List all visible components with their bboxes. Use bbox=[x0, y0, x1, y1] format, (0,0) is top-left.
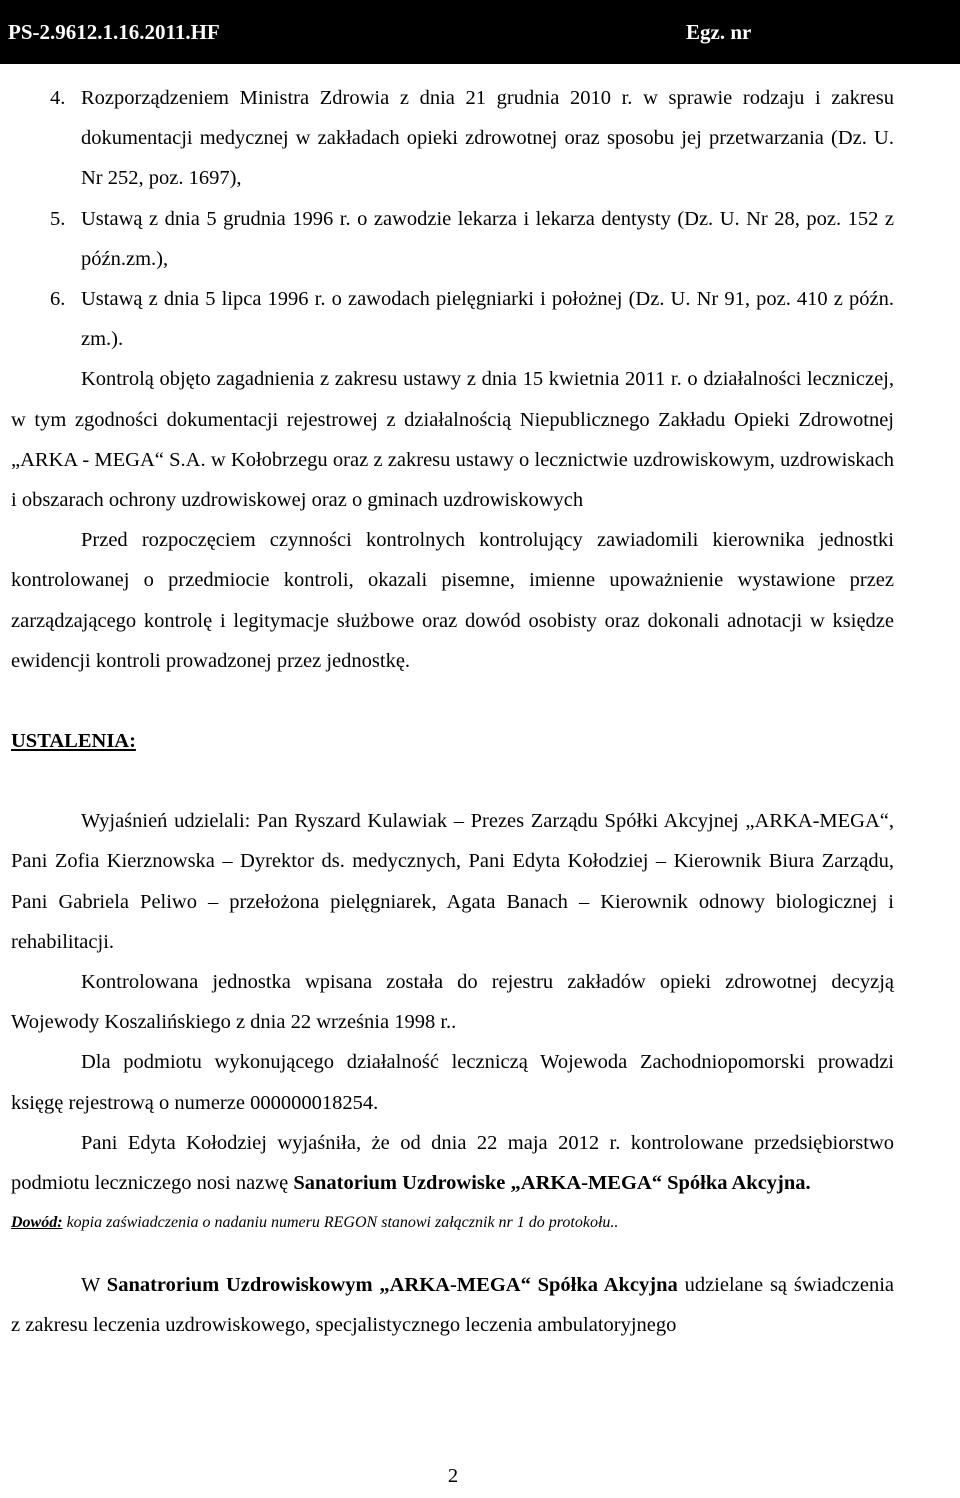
services-text: udzielane są świadczenia z zakresu leczenia uzdrowiskowego, specjalistycznego leczenia ambulatoryjnego bbox=[11, 1274, 895, 1337]
registry-paragraph: Kontrolowana jednostka wpisana została do rejestru zakładów opieki zdrowotnej decyzją Wojewody Koszalińskiego z dnia 22 września 1998 r.. bbox=[11, 971, 894, 1034]
voivode-paragraph: Dla podmiotu wykonującego działalność leczniczą Wojewoda Zachodniopomorski prowadzi księgę rejestrową o numerze 000000018254. bbox=[11, 1051, 894, 1114]
page-number: 2 bbox=[447, 1465, 459, 1487]
name-change-text: Pani Edyta Kołodziej wyjaśniła, że od dnia 22 maja 2012 r. kontrolowane przedsiębiorstwo podmiotu leczniczego nosi nazwę bbox=[11, 1131, 894, 1195]
document-number: PS-2.9612.1.16.2011.HF bbox=[8, 20, 220, 44]
scope-paragraph: Kontrolą objęto zagadnienia z zakresu ustawy z dnia 15 kwietnia 2011 r. o działalności leczniczej, w tym zgodności dokumentacji rejestrowej z działalnością Niepublicznego Zakładu Opieki Zdrowotnej „ARKA - MEGA“ S.A. w Kołobrzegu oraz z zakresu ustawy o lecznictwie uzdrowiskowym, uzdrowiskach i obszarach ochrony uzdrowiskowej oraz o gminach uzdrowiskowych bbox=[11, 368, 894, 512]
services-paragraph bbox=[11, 1265, 894, 1345]
evidence-text: kopia zaświadczenia o nadaniu numeru REGON stanowi załącznik nr 1 do protokołu.. bbox=[62, 1214, 619, 1232]
explanations-paragraph: Wyjaśnień udzielali: Pan Ryszard Kulawiak – Prezes Zarządu Spółki Akcyjnej „ARKA-MEGA“, Pani Zofia Kierznowska – Dyrektor ds. medycznych, Pani Edyta Kołodziej – Kierownik Biura Zarządu, Pani Gabriela Peliwo – przełożona pielęgniarek, Agata Banach – Kierownik odnowy biologicznej i rehabilitacji. bbox=[11, 810, 894, 953]
list-number: 4. bbox=[50, 87, 66, 109]
list-item-text: Rozporządzeniem Ministra Zdrowia z dnia 21 grudnia 2010 r. w sprawie rodzaju i zakresu dokumentacji medycznej w zakładach opieki zdrowotnej oraz sposobu jej przetwarzania (Dz. U. Nr 252, poz. 1697), bbox=[81, 87, 894, 190]
document-body bbox=[11, 78, 894, 1346]
notification-paragraph: Przed rozpoczęciem czynności kontrolnych kontrolujący zawiadomili kierownika jednostki kontrolowanej o przedmiocie kontroli, okazali pisemne, imienne upoważnienie wystawione przez zarządzającego kontrolę i legitymacje służbowe oraz dowód osobisty oraz dokonali adnotacji w księdze ewidencji kontroli prowadzonej przez jednostkę. bbox=[11, 529, 894, 672]
legal-basis-item bbox=[11, 279, 894, 359]
sanatorium-name: Sanatrorium Uzdrowiskowym „ARKA-MEGA“ Spółka Akcyjna bbox=[106, 1274, 678, 1297]
list-item-text: Ustawą z dnia 5 lipca 1996 r. o zawodach pielęgniarki i położnej (Dz. U. Nr 91, poz. 410 z późn. zm.). bbox=[81, 288, 894, 351]
list-item-text: Ustawą z dnia 5 grudnia 1996 r. o zawodzie lekarza i lekarza dentysty (Dz. U. Nr 28, poz. 152 z późn.zm.), bbox=[81, 207, 894, 270]
evidence-label: Dowód: bbox=[11, 1214, 63, 1232]
evidence-note bbox=[11, 1203, 894, 1243]
services-prefix: W bbox=[81, 1274, 107, 1297]
page-header bbox=[0, 0, 960, 64]
list-number: 6. bbox=[50, 288, 66, 311]
name-change-paragraph bbox=[11, 1123, 894, 1203]
legal-basis-item bbox=[11, 199, 894, 279]
list-number: 5. bbox=[50, 207, 66, 230]
copy-number-label: Egz. nr bbox=[686, 20, 752, 44]
company-name: Sanatorium Uzdrowiske „ARKA-MEGA“ Spółka Akcyjna. bbox=[293, 1172, 811, 1195]
legal-basis-item bbox=[11, 78, 894, 199]
findings-heading: USTALENIA: bbox=[11, 730, 136, 753]
